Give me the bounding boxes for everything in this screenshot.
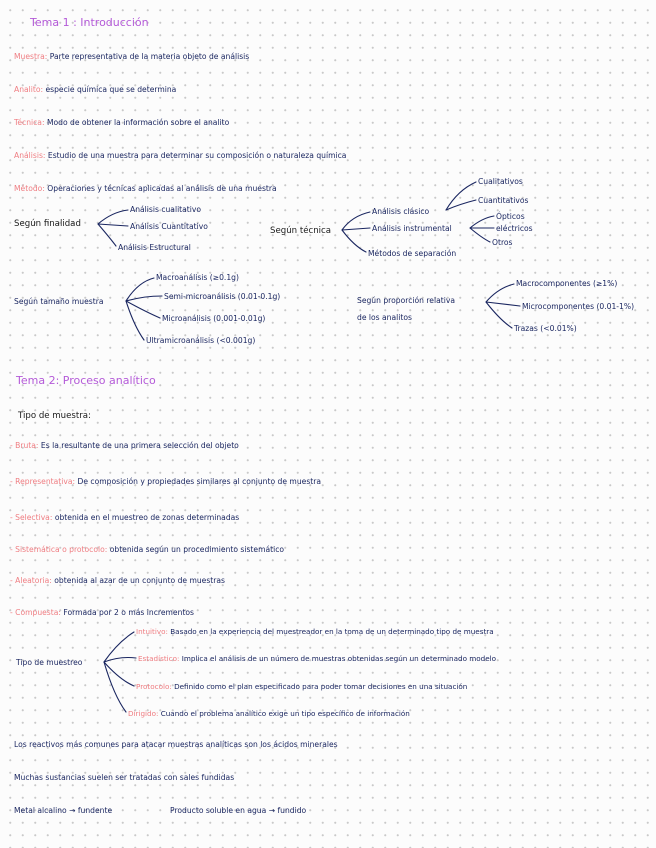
tipo-muestra-item bbox=[10, 513, 239, 522]
tipo-muestra-item bbox=[10, 477, 321, 486]
producto-soluble-line: Producto soluble en agua → fundido bbox=[170, 806, 307, 815]
instrumental-sub-item: Ópticos bbox=[496, 212, 525, 221]
tipo-text: obtenida según un procedimiento sistemático bbox=[109, 545, 285, 554]
tema1-title: Tema 1 : Introducción bbox=[30, 16, 149, 29]
finalidad-item: Análisis Estructural bbox=[118, 243, 191, 252]
definition-tecnica bbox=[14, 118, 229, 127]
arrow-icon: → bbox=[69, 806, 76, 815]
definition-text: Estudio de una muestra para determinar su composición o naturaleza química bbox=[47, 151, 347, 160]
definition-term: Análisis: bbox=[14, 151, 46, 160]
tamano-item: Semi-microanálisis (0.01-0.1g) bbox=[164, 292, 281, 301]
tecnica-separacion: Métodos de separación bbox=[368, 249, 457, 258]
tipo-text: obtenida en el muestreo de zonas determinadas bbox=[54, 513, 240, 522]
definition-metodo bbox=[14, 184, 277, 193]
definition-analisis bbox=[14, 151, 346, 160]
definition-term: Técnica: bbox=[14, 118, 45, 127]
tipo-muestra-item bbox=[10, 608, 194, 617]
muestreo-item bbox=[136, 682, 467, 691]
metal-alcalino-line: Metal alcalino → fundente bbox=[14, 806, 113, 815]
definition-text: Operaciones y técnicas aplicadas al análisis de una muestra bbox=[47, 184, 277, 193]
clasico-sub-item: Cualitativos bbox=[478, 177, 523, 186]
muestreo-text: Definido como el plan especificado para poder tomar decisiones en una situación bbox=[174, 682, 468, 691]
tipo-term: - Sistemática o protocolo: bbox=[10, 545, 108, 554]
proporcion-item: Trazas (<0.01%) bbox=[514, 324, 577, 333]
segun-finalidad-label: Según finalidad bbox=[14, 219, 81, 229]
muestreo-item bbox=[136, 627, 494, 636]
tipo-muestreo-label: Tipo de muestreo bbox=[16, 658, 83, 667]
tipo-text: Es la resultante de una primera selección del objeto bbox=[40, 441, 239, 450]
proporcion-item: Microcomponentes (0.01-1%) bbox=[522, 302, 635, 311]
definition-muestra bbox=[14, 52, 249, 61]
clasico-sub-item: Cuantitativos bbox=[478, 196, 529, 205]
definition-term: Muestra: bbox=[14, 52, 48, 61]
tema2-title: Tema 2: Proceso analítico bbox=[16, 374, 156, 387]
tipo-term: - Compuesta: bbox=[10, 608, 61, 617]
muestreo-term: Estadístico: bbox=[138, 654, 180, 663]
finalidad-item: Análisis Cuantitativo bbox=[130, 222, 208, 231]
muestreo-text: Implica el análisis de un número de muestras obtenidas según un determinado modelo bbox=[181, 654, 497, 663]
tipo-muestra-item bbox=[10, 576, 225, 585]
segun-proporcion-label-1: Según proporción relativa bbox=[357, 296, 455, 305]
segun-tecnica-label: Según técnica bbox=[270, 226, 332, 236]
tipo-text: Formada por 2 o más incrementos bbox=[63, 608, 194, 617]
segun-proporcion-label-2: de los analitos bbox=[357, 313, 412, 322]
muestreo-term: Intuitivo: bbox=[136, 627, 168, 636]
tamano-item: Microanálisis (0.001-0.01g) bbox=[162, 314, 266, 323]
tamano-item: Ultramicroanálisis (<0.001g) bbox=[146, 336, 256, 345]
tipo-muestra-heading: Tipo de muestra: bbox=[18, 411, 91, 421]
muestreo-text: Cuando el problema analítico exige un tipo específico de información bbox=[160, 709, 410, 718]
tipo-muestra-item bbox=[10, 441, 239, 450]
finalidad-item: Análisis cualitativo bbox=[130, 205, 202, 214]
muestreo-text: Basado en la experiencia del muestreador en la toma de un determinado tipo de muestra bbox=[170, 627, 494, 636]
tipo-muestra-item bbox=[10, 545, 284, 554]
definition-text: especie química que se determina bbox=[45, 85, 177, 94]
arrow-icon: → bbox=[268, 806, 276, 815]
instrumental-sub-item: eléctricos bbox=[496, 224, 533, 233]
tecnica-clasico: Análisis clásico bbox=[372, 207, 430, 216]
muestreo-term: Dirigido: bbox=[128, 709, 159, 718]
tipo-term: - Selectiva: bbox=[10, 513, 53, 522]
muestreo-item bbox=[138, 654, 496, 663]
tecnica-instrumental: Análisis instrumental bbox=[372, 224, 452, 233]
definition-text: Parte representativa de la materia objeto de análisis bbox=[49, 52, 250, 61]
instrumental-sub-item: Otros bbox=[492, 238, 513, 247]
tipo-text: De composición y propiedades similares al conjunto de muestra bbox=[77, 477, 322, 486]
note-sales: Muchas sustancias suelen ser tratadas con sales fundidas bbox=[14, 773, 235, 782]
tamano-item: Macroanálisis (≥0.1g) bbox=[156, 273, 239, 282]
definition-term: Analito: bbox=[14, 85, 44, 94]
definition-text: Modo de obtener la información sobre el analito bbox=[46, 118, 230, 127]
tipo-term: - Aleatoria: bbox=[10, 576, 52, 585]
note-reactivos: Los reactivos más comunes para atacar muestras analíticas son los ácidos minerales bbox=[14, 740, 338, 749]
definition-analito bbox=[14, 85, 176, 94]
definition-term: Método: bbox=[14, 184, 45, 193]
muestreo-item bbox=[128, 709, 410, 718]
proporcion-item: Macrocomponentes (≥1%) bbox=[516, 279, 618, 288]
tipo-term: - Representativa: bbox=[10, 477, 76, 486]
tipo-text: obtenida al azar de un conjunto de muestras bbox=[54, 576, 226, 585]
tipo-term: - Bruta: bbox=[10, 441, 39, 450]
segun-tamano-label: Según tamaño muestra bbox=[14, 297, 104, 306]
muestreo-term: Protocolo: bbox=[136, 682, 172, 691]
